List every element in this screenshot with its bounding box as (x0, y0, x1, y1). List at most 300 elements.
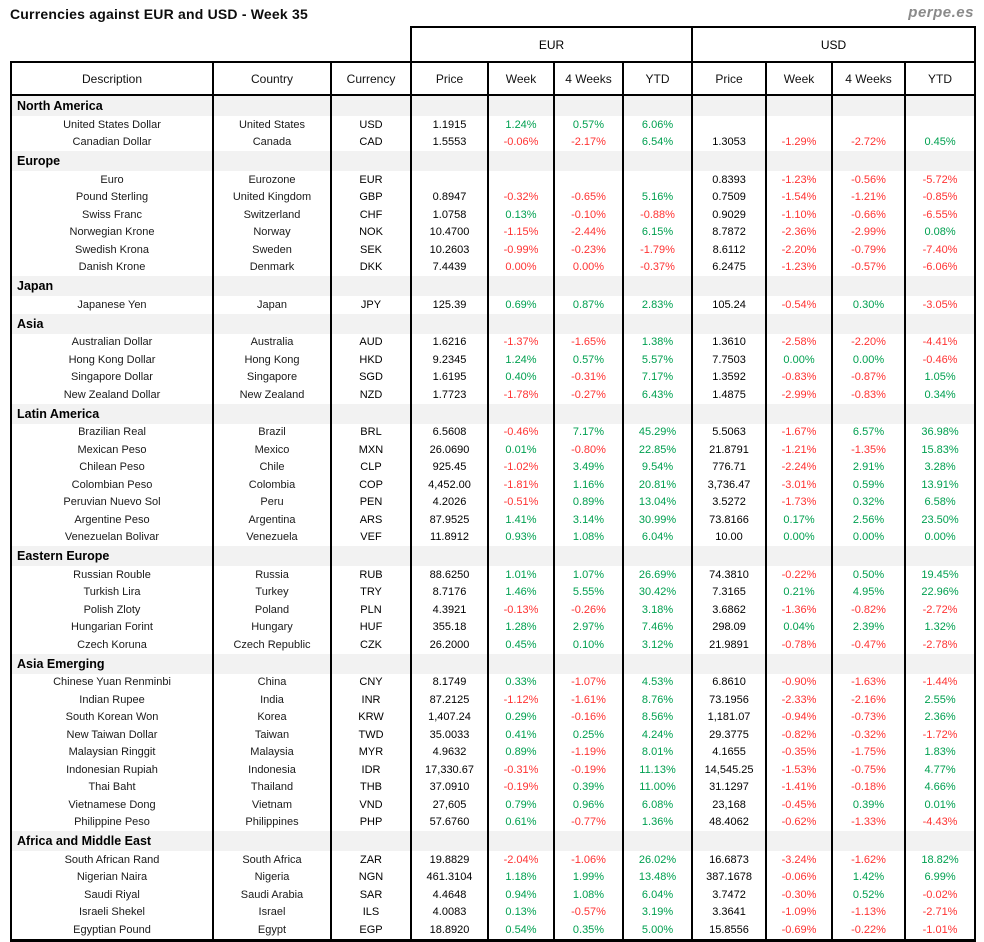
cell-pct: -1.13% (832, 904, 905, 922)
cell-num: 23,168 (692, 796, 766, 814)
cell-num (692, 116, 766, 134)
cell-desc: Colombian Peso (11, 476, 213, 494)
group-header-usd: USD (692, 27, 975, 62)
cell-country: Hungary (213, 619, 331, 637)
cell-pct: -0.87% (832, 369, 905, 387)
cell-num: 73.1956 (692, 691, 766, 709)
cell-pct: -0.31% (554, 369, 623, 387)
cell-pct (832, 116, 905, 134)
cell-pct: 0.00% (832, 351, 905, 369)
cell-pct (905, 116, 975, 134)
cell-cur: CZK (331, 636, 411, 654)
cell-pct: 1.38% (623, 334, 692, 352)
cell-num: 925.45 (411, 459, 488, 477)
cell-desc: Japanese Yen (11, 296, 213, 314)
cell-desc: Pound Sterling (11, 189, 213, 207)
cell-pct: -1.07% (554, 674, 623, 692)
cell-pct: -0.46% (488, 424, 554, 442)
cell-num: 4.4648 (411, 886, 488, 904)
cell-pct: 4.66% (905, 779, 975, 797)
cell-pct: 0.61% (488, 814, 554, 832)
table-row (11, 921, 975, 940)
cell-num: 1.3592 (692, 369, 766, 387)
cell-country: Sweden (213, 241, 331, 259)
section-row (11, 95, 975, 116)
cell-num: 3.7472 (692, 886, 766, 904)
cell-pct: 0.04% (766, 619, 832, 637)
table-row (11, 814, 975, 832)
cell-desc: United States Dollar (11, 116, 213, 134)
cell-num: 6.8610 (692, 674, 766, 692)
table-row (11, 351, 975, 369)
table-row (11, 441, 975, 459)
cell-desc: Vietnamese Dong (11, 796, 213, 814)
cell-cur: VND (331, 796, 411, 814)
cell-pct: 1.01% (488, 566, 554, 584)
column-header-row (11, 62, 975, 95)
cell-pct: 30.99% (623, 511, 692, 529)
cell-pct: -1.33% (832, 814, 905, 832)
col-header-eur-4weeks: 4 Weeks (554, 62, 623, 95)
cell-country: Chile (213, 459, 331, 477)
cell-desc: Indonesian Rupiah (11, 761, 213, 779)
col-header-eur-week: Week (488, 62, 554, 95)
cell-pct: -1.72% (905, 726, 975, 744)
cell-pct: 0.89% (488, 744, 554, 762)
cell-cur: TWD (331, 726, 411, 744)
table-row (11, 134, 975, 152)
cell-pct: -2.24% (766, 459, 832, 477)
cell-pct: 11.13% (623, 761, 692, 779)
cell-pct: 6.43% (623, 386, 692, 404)
cell-pct: 0.25% (554, 726, 623, 744)
cell-pct: -1.37% (488, 334, 554, 352)
cell-country: Venezuela (213, 529, 331, 547)
cell-desc: Russian Rouble (11, 566, 213, 584)
cell-pct: -1.09% (766, 904, 832, 922)
cell-desc: Thai Baht (11, 779, 213, 797)
table-row (11, 796, 975, 814)
cell-pct: 0.45% (488, 636, 554, 654)
cell-pct: -0.22% (766, 566, 832, 584)
cell-pct: 0.13% (488, 206, 554, 224)
cell-pct: 0.39% (554, 779, 623, 797)
cell-pct: 2.36% (905, 709, 975, 727)
cell-pct: 0.13% (488, 904, 554, 922)
cell-num: 125.39 (411, 296, 488, 314)
table-row (11, 619, 975, 637)
cell-pct: 2.83% (623, 296, 692, 314)
cell-num: 1.0758 (411, 206, 488, 224)
cell-pct: -2.72% (905, 601, 975, 619)
cell-pct: 0.52% (832, 886, 905, 904)
cell-pct: -2.16% (832, 691, 905, 709)
cell-num: 31.1297 (692, 779, 766, 797)
cell-desc: Swedish Krona (11, 241, 213, 259)
cell-cur: IDR (331, 761, 411, 779)
topbar (10, 4, 974, 26)
cell-pct: 0.59% (832, 476, 905, 494)
cell-pct: -0.23% (554, 241, 623, 259)
col-header-description: Description (11, 62, 213, 95)
cell-pct: 0.00% (554, 259, 623, 277)
table-row (11, 904, 975, 922)
cell-pct: -2.20% (832, 334, 905, 352)
cell-pct: -1.73% (766, 494, 832, 512)
cell-num: 4,452.00 (411, 476, 488, 494)
cell-pct: 0.41% (488, 726, 554, 744)
section-title: Asia (11, 314, 213, 334)
cell-pct: -0.85% (905, 189, 975, 207)
col-header-country: Country (213, 62, 331, 95)
col-header-usd-price: Price (692, 62, 766, 95)
cell-pct (488, 171, 554, 189)
cell-cur: INR (331, 691, 411, 709)
cell-country: Taiwan (213, 726, 331, 744)
cell-pct: -0.27% (554, 386, 623, 404)
cell-desc: Swiss Franc (11, 206, 213, 224)
cell-pct: 0.87% (554, 296, 623, 314)
cell-pct: -2.72% (832, 134, 905, 152)
cell-pct: -1.63% (832, 674, 905, 692)
table-row (11, 566, 975, 584)
cell-pct: 7.17% (554, 424, 623, 442)
cell-country: Egypt (213, 921, 331, 940)
table-row (11, 529, 975, 547)
cell-pct: -1.12% (488, 691, 554, 709)
cell-num: 57.6760 (411, 814, 488, 832)
cell-country: Switzerland (213, 206, 331, 224)
cell-country: Malaysia (213, 744, 331, 762)
table-row (11, 494, 975, 512)
cell-pct: 3.12% (623, 636, 692, 654)
cell-country: Vietnam (213, 796, 331, 814)
cell-pct: -0.66% (832, 206, 905, 224)
cell-pct: 1.16% (554, 476, 623, 494)
header-spacer (11, 27, 411, 62)
cell-pct: 1.24% (488, 351, 554, 369)
cell-country: Mexico (213, 441, 331, 459)
cell-num: 26.0690 (411, 441, 488, 459)
cell-pct: 0.89% (554, 494, 623, 512)
table-row (11, 334, 975, 352)
table-row (11, 476, 975, 494)
cell-pct: 4.53% (623, 674, 692, 692)
cell-country: Korea (213, 709, 331, 727)
table-row (11, 601, 975, 619)
cell-country: Denmark (213, 259, 331, 277)
cell-pct: -0.90% (766, 674, 832, 692)
cell-num: 8.1749 (411, 674, 488, 692)
cell-country: Colombia (213, 476, 331, 494)
cell-pct: -0.16% (554, 709, 623, 727)
cell-pct: -1.23% (766, 259, 832, 277)
cell-cur: AUD (331, 334, 411, 352)
cell-pct: -2.17% (554, 134, 623, 152)
cell-pct: 1.36% (623, 814, 692, 832)
cell-country: Peru (213, 494, 331, 512)
cell-pct (766, 116, 832, 134)
cell-pct: -0.83% (766, 369, 832, 387)
cell-num: 355.18 (411, 619, 488, 637)
table-row (11, 171, 975, 189)
table-row (11, 189, 975, 207)
cell-country: Japan (213, 296, 331, 314)
section-title: Latin America (11, 404, 213, 424)
cell-pct: -1.78% (488, 386, 554, 404)
cell-pct: 0.96% (554, 796, 623, 814)
cell-num: 11.8912 (411, 529, 488, 547)
table-row (11, 709, 975, 727)
cell-num: 6.5608 (411, 424, 488, 442)
cell-num: 0.8947 (411, 189, 488, 207)
cell-pct: 4.24% (623, 726, 692, 744)
cell-pct: -0.31% (488, 761, 554, 779)
cell-num: 7.4439 (411, 259, 488, 277)
cell-pct: -1.15% (488, 224, 554, 242)
cell-num: 87.9525 (411, 511, 488, 529)
cell-pct: 6.06% (623, 116, 692, 134)
section-row (11, 546, 975, 566)
cell-cur: DKK (331, 259, 411, 277)
cell-pct: -0.99% (488, 241, 554, 259)
cell-pct: 4.95% (832, 584, 905, 602)
cell-pct: -0.45% (766, 796, 832, 814)
cell-pct: 0.00% (832, 529, 905, 547)
cell-desc: Egyptian Pound (11, 921, 213, 940)
cell-cur: TRY (331, 584, 411, 602)
section-title: Japan (11, 276, 213, 296)
cell-pct: 26.02% (623, 851, 692, 869)
cell-desc: Brazilian Real (11, 424, 213, 442)
cell-cur: NOK (331, 224, 411, 242)
cell-pct: -0.26% (554, 601, 623, 619)
cell-pct: 11.00% (623, 779, 692, 797)
cell-pct: 0.50% (832, 566, 905, 584)
table-row (11, 241, 975, 259)
cell-pct: -0.82% (832, 601, 905, 619)
cell-pct: 22.85% (623, 441, 692, 459)
col-header-eur-ytd: YTD (623, 62, 692, 95)
cell-pct: -2.44% (554, 224, 623, 242)
brand-logo: perpe.es (908, 4, 974, 21)
table-row (11, 744, 975, 762)
table-row (11, 511, 975, 529)
table-row (11, 674, 975, 692)
cell-pct: -1.62% (832, 851, 905, 869)
cell-pct: 3.19% (623, 904, 692, 922)
cell-desc: New Zealand Dollar (11, 386, 213, 404)
cell-pct: -6.06% (905, 259, 975, 277)
cell-desc: Argentine Peso (11, 511, 213, 529)
cell-pct: 8.76% (623, 691, 692, 709)
cell-pct: 1.42% (832, 869, 905, 887)
table-body (11, 95, 975, 940)
cell-country: Indonesia (213, 761, 331, 779)
cell-pct: 1.83% (905, 744, 975, 762)
cell-desc: Polish Zloty (11, 601, 213, 619)
cell-desc: Mexican Peso (11, 441, 213, 459)
table-row (11, 386, 975, 404)
cell-pct: 1.46% (488, 584, 554, 602)
cell-cur: USD (331, 116, 411, 134)
cell-desc: Chilean Peso (11, 459, 213, 477)
cell-pct: -1.10% (766, 206, 832, 224)
cell-cur: KRW (331, 709, 411, 727)
cell-pct: -0.37% (623, 259, 692, 277)
cell-desc: New Taiwan Dollar (11, 726, 213, 744)
cell-cur: NGN (331, 869, 411, 887)
cell-cur: COP (331, 476, 411, 494)
cell-pct: -0.32% (488, 189, 554, 207)
cell-cur: PEN (331, 494, 411, 512)
cell-pct: 3.18% (623, 601, 692, 619)
cell-pct: 0.00% (488, 259, 554, 277)
cell-pct: 13.04% (623, 494, 692, 512)
cell-pct: -0.35% (766, 744, 832, 762)
cell-pct: -1.19% (554, 744, 623, 762)
table-row (11, 424, 975, 442)
cell-desc: Hungarian Forint (11, 619, 213, 637)
cell-country: Israel (213, 904, 331, 922)
page-title: Currencies against EUR and USD - Week 35 (10, 6, 308, 22)
cell-pct: 2.55% (905, 691, 975, 709)
cell-cur: CHF (331, 206, 411, 224)
cell-pct: 36.98% (905, 424, 975, 442)
cell-country: China (213, 674, 331, 692)
cell-pct: -0.57% (832, 259, 905, 277)
cell-cur: SGD (331, 369, 411, 387)
cell-country: Russia (213, 566, 331, 584)
cell-cur: BRL (331, 424, 411, 442)
cell-num: 5.5063 (692, 424, 766, 442)
cell-pct: -0.73% (832, 709, 905, 727)
cell-pct: -1.61% (554, 691, 623, 709)
table-row (11, 869, 975, 887)
cell-country: Czech Republic (213, 636, 331, 654)
cell-num: 4.2026 (411, 494, 488, 512)
cell-num: 73.8166 (692, 511, 766, 529)
cell-num: 1.1915 (411, 116, 488, 134)
cell-num (411, 171, 488, 189)
cell-pct: -7.40% (905, 241, 975, 259)
cell-num: 4.9632 (411, 744, 488, 762)
cell-num: 17,330.67 (411, 761, 488, 779)
cell-country: Canada (213, 134, 331, 152)
cell-num: 87.2125 (411, 691, 488, 709)
cell-pct: 23.50% (905, 511, 975, 529)
cell-pct: -0.46% (905, 351, 975, 369)
cell-pct: 8.01% (623, 744, 692, 762)
cell-pct: 7.46% (623, 619, 692, 637)
cell-desc: Norwegian Krone (11, 224, 213, 242)
cell-country: Hong Kong (213, 351, 331, 369)
cell-pct: 6.08% (623, 796, 692, 814)
section-title: Eastern Europe (11, 546, 213, 566)
cell-cur: GBP (331, 189, 411, 207)
cell-pct: 0.34% (905, 386, 975, 404)
cell-pct: -2.99% (832, 224, 905, 242)
cell-pct: 0.93% (488, 529, 554, 547)
cell-country: Australia (213, 334, 331, 352)
cell-pct: 0.39% (832, 796, 905, 814)
cell-cur: SEK (331, 241, 411, 259)
cell-num: 7.7503 (692, 351, 766, 369)
cell-pct: -0.57% (554, 904, 623, 922)
cell-pct: -0.82% (766, 726, 832, 744)
cell-pct: 0.40% (488, 369, 554, 387)
cell-desc: Hong Kong Dollar (11, 351, 213, 369)
cell-pct: -1.44% (905, 674, 975, 692)
cell-num: 35.0033 (411, 726, 488, 744)
cell-num: 21.9891 (692, 636, 766, 654)
cell-pct: -1.01% (905, 921, 975, 940)
cell-pct: 1.05% (905, 369, 975, 387)
cell-num: 9.2345 (411, 351, 488, 369)
cell-pct: -1.35% (832, 441, 905, 459)
table-row (11, 761, 975, 779)
cell-pct: 1.99% (554, 869, 623, 887)
table-row (11, 369, 975, 387)
cell-country: Saudi Arabia (213, 886, 331, 904)
cell-num: 105.24 (692, 296, 766, 314)
cell-pct: 6.58% (905, 494, 975, 512)
cell-pct: 0.01% (905, 796, 975, 814)
cell-pct: -0.10% (554, 206, 623, 224)
section-row (11, 831, 975, 851)
cell-pct: -1.67% (766, 424, 832, 442)
cell-pct: 2.56% (832, 511, 905, 529)
cell-cur: CLP (331, 459, 411, 477)
cell-num: 29.3775 (692, 726, 766, 744)
cell-pct: 30.42% (623, 584, 692, 602)
table-row (11, 584, 975, 602)
cell-cur: MXN (331, 441, 411, 459)
cell-pct: 45.29% (623, 424, 692, 442)
cell-pct: -2.33% (766, 691, 832, 709)
cell-pct: -4.43% (905, 814, 975, 832)
cell-num: 1,407.24 (411, 709, 488, 727)
cell-country: Nigeria (213, 869, 331, 887)
cell-pct: 0.21% (766, 584, 832, 602)
section-title: Europe (11, 151, 213, 171)
cell-country: Argentina (213, 511, 331, 529)
cell-pct: 3.28% (905, 459, 975, 477)
cell-desc: Czech Koruna (11, 636, 213, 654)
cell-desc: Venezuelan Bolivar (11, 529, 213, 547)
cell-pct: -0.19% (554, 761, 623, 779)
cell-pct: 1.41% (488, 511, 554, 529)
currency-table (10, 26, 976, 942)
cell-pct: -0.06% (488, 134, 554, 152)
table-row (11, 851, 975, 869)
cell-pct: -0.62% (766, 814, 832, 832)
table-row (11, 206, 975, 224)
cell-pct: -0.69% (766, 921, 832, 940)
cell-cur: RUB (331, 566, 411, 584)
cell-country: United Kingdom (213, 189, 331, 207)
cell-pct: 1.28% (488, 619, 554, 637)
cell-num: 1.4875 (692, 386, 766, 404)
cell-country: Turkey (213, 584, 331, 602)
cell-pct: 5.57% (623, 351, 692, 369)
table-row (11, 636, 975, 654)
cell-country: Philippines (213, 814, 331, 832)
cell-pct: -0.32% (832, 726, 905, 744)
cell-num: 3.3641 (692, 904, 766, 922)
cell-pct: -0.88% (623, 206, 692, 224)
cell-pct: -0.78% (766, 636, 832, 654)
